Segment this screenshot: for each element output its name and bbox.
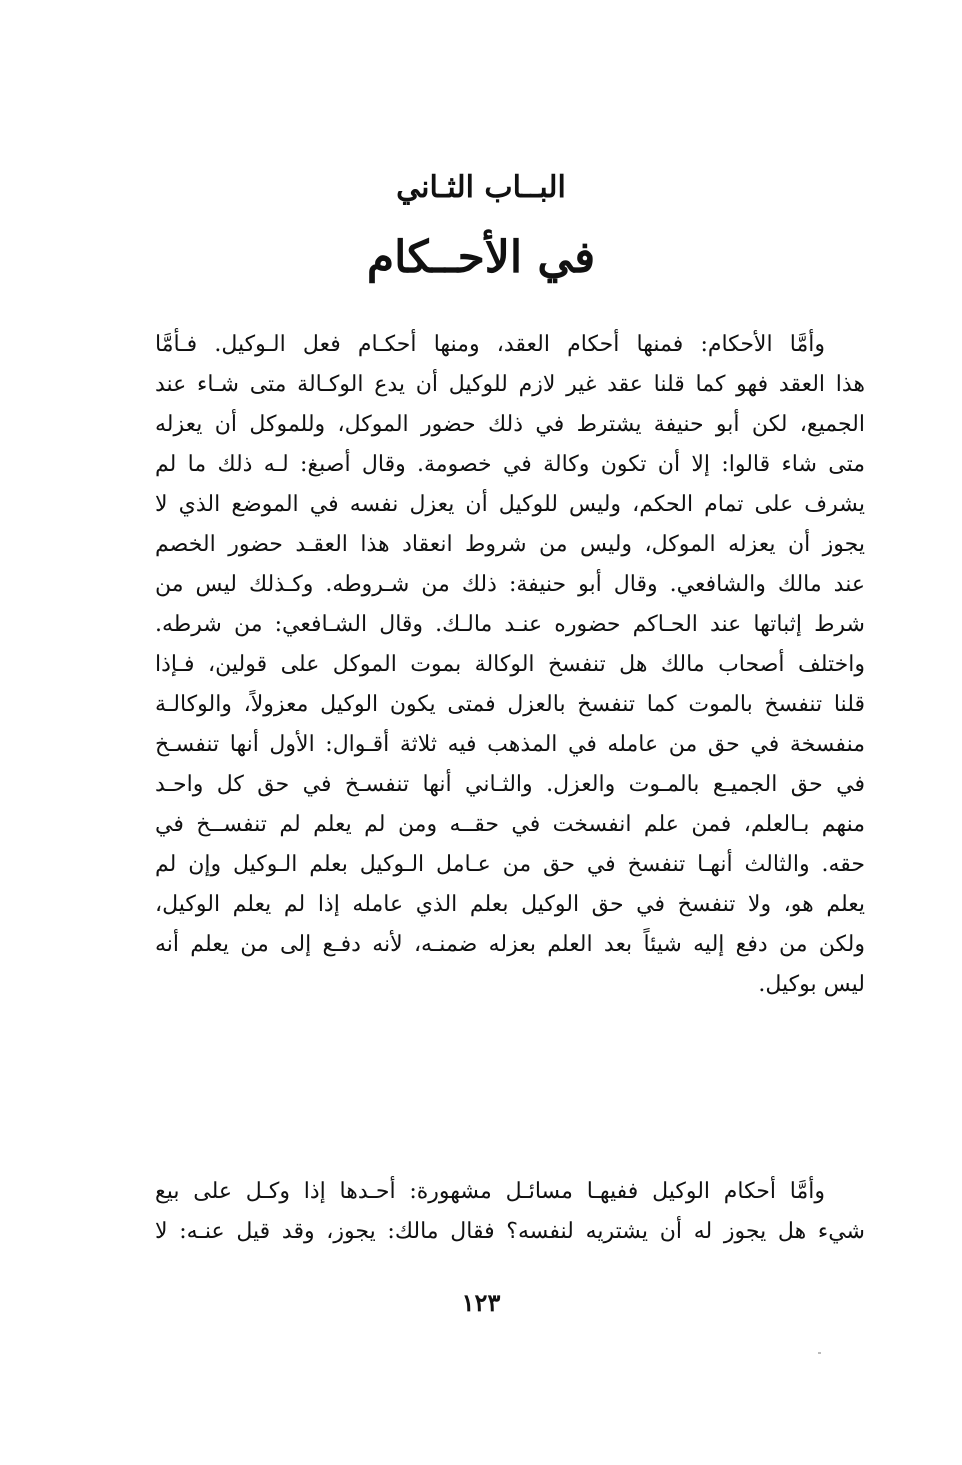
text-line: حقه. والثالث أنهـا تنفسخ في حق من عـامل الـوكيل بعلم الـوكيل وإن لم — [155, 852, 865, 877]
paragraph-agent-rulings — [155, 1172, 865, 1252]
text-line: يعلم هو، ولا تنفسخ في حق الوكيل بعلم الذي عامله إذا لم يعلم الوكيل، — [155, 892, 865, 917]
text-line: ليس بوكيل. — [758, 972, 865, 997]
text-line: منفسخة في حق من عامله في المذهب فيه ثلاثة أقـوال: الأول أنها تنفسـخ — [155, 732, 865, 757]
text-line: وأمَّا الأحكام: فمنها أحكام العقد، ومنها أحكـام فعل الـوكيل. فـأمَّا — [155, 332, 825, 357]
text-line: منهم بـالعلم، فمن علم انفسخت في حقــه ومن لم يعلم لم تنفســخ في — [155, 812, 865, 837]
text-line: في حق الجميـع بالمـوت والعزل. والثـاني أنها تنفسـخ في حق كل واحـد — [155, 772, 865, 797]
text-line: قلنا تنفسخ بالموت كما تنفسخ بالعزل فمتى يكون الوكيل معزولاً، والوكالـة — [155, 692, 865, 717]
text-line: هذا العقد فهو كما قلنا عقد غير لازم للوكيل أن يدع الوكـالة متى شـاء عند — [155, 372, 865, 397]
paragraph-rulings — [155, 325, 865, 1005]
text-line: شيء هل يجوز له أن يشتريه لنفسه؟ فقال مالك: يجوز، وقد قيل عنـه: لا — [155, 1219, 865, 1244]
text-line: ولكن من دفع إليه شيئاً بعد العلم بعزله ضمنـه، لأنه دفـع إلى من يعلم أنه — [155, 932, 865, 957]
chapter-label: البــاب الثـاني — [396, 170, 566, 205]
text-line: يجوز أن يعزله الموكل، وليس من شروط انعقاد هذا العقـد حضور الخصم — [155, 532, 865, 557]
text-line: وأمَّا أحكام الوكيل ففيهـا مسائـل مشهورة: أحـدها إذا وكـل على بيع — [155, 1179, 825, 1204]
text-line: متى شاء قالوا: إلا أن تكون وكالة في خصومة. وقال أصبغ: لـه ذلك ما لم — [155, 452, 865, 477]
text-line: يشرف على تمام الحكم، وليس للوكيل أن يعزل نفسه في الموضع الذي لا — [155, 492, 865, 517]
scan-speck — [818, 1352, 821, 1354]
text-line: الجميع، لكن أبو حنيفة يشترط في ذلك حضور الموكل، وللموكل أن يعزله — [155, 412, 865, 437]
text-line: عند مالك والشافعي. وقال أبو حنيفة: ذلك من شـروطه. وكـذلك ليس من — [155, 572, 865, 597]
page-number: ١٢٣ — [461, 1288, 501, 1317]
chapter-title: في الأحــكام — [366, 232, 596, 283]
text-line: واختلف أصحاب مالك هل تنفسخ الوكالة بموت الموكل على قولين، فـإذا — [155, 652, 865, 677]
text-line: شرط إثباتها عند الحـاكم حضوره عنـد مالـك. وقال الشـافعي: من شرطه. — [155, 612, 865, 637]
